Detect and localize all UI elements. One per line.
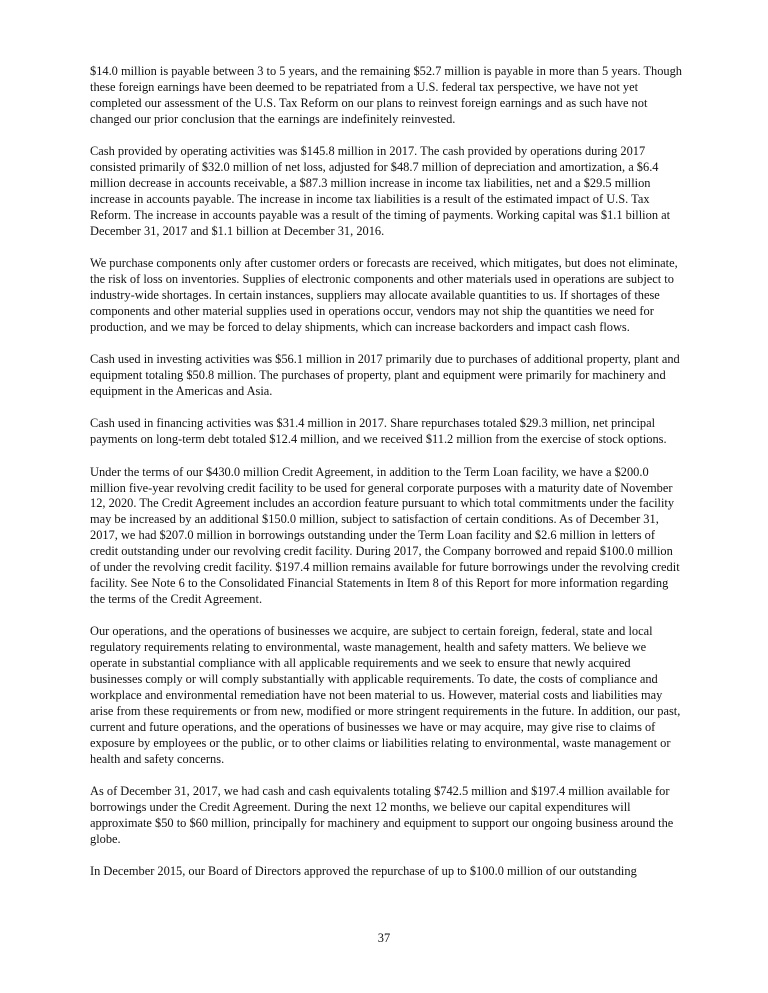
paragraph-operating-activities: Cash provided by operating activities was $145.8 million in 2017. The cash provided by operations during 2017 consisted primarily of $32.0 million of net loss, adjusted for $48.7 million of depreciation and amortization, a $6.4 million decrease in accounts receivable, a $87.3 million increase in income tax liabilities, net and a $29.5 million increase in accounts payable. The increase in income tax liabilities is a result of the estimated impact of U.S. Tax Reform. The increase in accounts payable was a result of the timing of payments. Working capital was $1.1 billion at December 31, 2017 and $1.1 billion at December 31, 2016. xyxy=(90,144,671,238)
paragraph-environmental-regulation: Our operations, and the operations of businesses we acquire, are subject to certain foreign, federal, state and local regulatory requirements relating to environmental, waste management, health and safety matters. We believe we operate in substantial compliance with all applicable requirements and we seek to ensure that newly acquired businesses comply or will comply substantially with applicable requirements. To date, the costs of compliance and workplace and environmental remediation have not been material to us. However, material costs and liabilities may arise from these requirements or from new, modified or more stringent requirements in the future. In addition, our past, current and future operations, and the operations of businesses we have or may acquire, may give rise to claims of exposure by employees or the public, or to other claims or liabilities relating to environmental, waste management or health and safety concerns. xyxy=(90,624,681,766)
paragraph-foreign-earnings: $14.0 million is payable between 3 to 5 years, and the remaining $52.7 million is payable in more than 5 years. Though these foreign earnings have been deemed to be repatriated from a U.S. federal tax perspective, we have not yet completed our assessment of the U.S. Tax Reform on our plans to reinvest foreign earnings and as such have not changed our prior conclusion that the earnings are indefinitely reinvested. xyxy=(90,64,682,126)
paragraph-component-purchasing: We purchase components only after customer orders or forecasts are received, which mitigates, but does not eliminate, the risk of loss on inventories. Supplies of electronic components and other materials used in operations are subject to industry-wide shortages. In certain instances, suppliers may allocate available quantities to us. If shortages of these components and other material supplies used in operations occur, vendors may not ship the quantities we need for production, and we may be forced to delay shipments, which can increase backorders and impact cash flows. xyxy=(90,256,678,334)
document-body xyxy=(90,64,682,896)
paragraph-share-repurchase: In December 2015, our Board of Directors approved the repurchase of up to $100.0 million of our outstanding xyxy=(90,864,637,879)
paragraph-financing-activities: Cash used in financing activities was $31.4 million in 2017. Share repurchases totaled $29.3 million, net principal payments on long-term debt totaled $12.4 million, and we received $11.2 million from the exercise of stock options. xyxy=(90,416,667,447)
paragraph-investing-activities: Cash used in investing activities was $56.1 million in 2017 primarily due to purchases of additional property, plant and equipment totaling $50.8 million. The purchases of property, plant and equipment were primarily for machinery and equipment in the Americas and Asia. xyxy=(90,352,680,398)
paragraph-credit-agreement: Under the terms of our $430.0 million Credit Agreement, in addition to the Term Loan facility, we have a $200.0 million five-year revolving credit facility to be used for general corporate purposes with a maturity date of November 12, 2020. The Credit Agreement includes an accordion feature pursuant to which total commitments under the facility may be increased by an additional $150.0 million, subject to satisfaction of certain conditions. As of December 31, 2017, we had $207.0 million in borrowings outstanding under the Term Loan facility and $2.6 million in letters of credit outstanding under our revolving credit facility. During 2017, the Company borrowed and repaid $100.0 million of under the revolving credit facility. $197.4 million remains available for future borrowings under the revolving credit facility. See Note 6 to the Consolidated Financial Statements in Item 8 of this Report for more information regarding the terms of the Credit Agreement. xyxy=(90,464,680,606)
page-number: 37 xyxy=(377,931,391,945)
paragraph-cash-equivalents: As of December 31, 2017, we had cash and cash equivalents totaling $742.5 million and $197.4 million available for borrowings under the Credit Agreement. During the next 12 months, we believe our capital expenditures will approximate $50 to $60 million, principally for machinery and equipment to support our ongoing business around the globe. xyxy=(90,783,674,846)
